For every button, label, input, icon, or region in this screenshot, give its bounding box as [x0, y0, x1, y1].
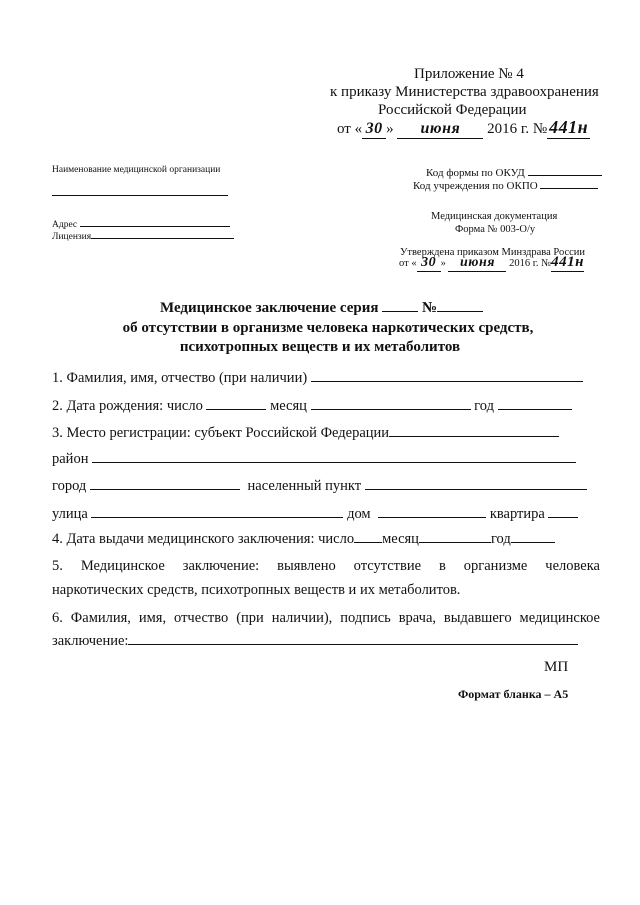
number-blank — [437, 310, 483, 312]
address-line — [80, 225, 230, 227]
city-line — [90, 488, 240, 490]
okud-field — [426, 167, 602, 179]
appendix-number-handwritten: 441н — [549, 117, 589, 137]
org-name-line — [52, 194, 228, 196]
birth-year-line — [498, 408, 572, 410]
issue-day-label: 4. Дата выдачи медицинского заключения: число — [52, 531, 355, 547]
title-series-label: Медицинское заключение серия — [160, 300, 379, 316]
issue-year-line — [511, 541, 555, 543]
license-label: Лицензия — [52, 232, 92, 242]
org-name-label: Наименование медицинской организации — [52, 165, 221, 175]
full-name-label: 1. Фамилия, имя, отчество (при наличии) — [52, 370, 308, 386]
settlement-line — [365, 488, 587, 490]
conclusion-word-6: в — [439, 558, 446, 574]
birth-month-label: месяц — [270, 398, 307, 414]
district-line — [92, 461, 576, 463]
address-field — [52, 220, 230, 230]
approved-quote-close: » — [440, 258, 446, 269]
okud-label: Код формы по ОКУД — [426, 167, 525, 179]
conclusion-word-3: заключение: — [182, 558, 260, 574]
doctor-signature-line — [128, 643, 578, 645]
conclusion-word-1: 5. — [52, 558, 63, 574]
field-street — [52, 506, 578, 523]
appendix-title: Приложение № 4 — [414, 66, 524, 82]
approved-number-handwritten: 441н — [551, 254, 584, 270]
birth-day-line — [206, 408, 266, 410]
doc-title-line2: об отсутствии в организме человека наркотических средств, — [122, 320, 534, 336]
form-number-label: Форма № 003-О/у — [455, 224, 536, 235]
conclusion-word-7: организме — [463, 558, 528, 574]
birth-month-line — [311, 408, 471, 410]
birth-year-label: год — [474, 398, 494, 414]
full-name-line — [311, 380, 583, 382]
approved-month-handwritten: июня — [448, 255, 506, 272]
series-blank — [382, 310, 418, 312]
appendix-federation-line: Российской Федерации — [378, 102, 527, 118]
appendix-year-text: 2016 г. № — [487, 121, 548, 137]
conclusion-word-2: Медицинское — [80, 558, 165, 574]
appendix-from-prefix: от « — [337, 121, 363, 137]
okpo-line — [540, 187, 598, 189]
settlement-label: населенный пункт — [247, 478, 362, 494]
field-birth-date — [52, 398, 572, 415]
license-field — [52, 232, 234, 242]
issue-day-line — [354, 541, 382, 543]
district-label: район — [52, 451, 89, 467]
field-doctor-line2 — [52, 633, 578, 650]
address-label: Адрес — [52, 220, 78, 230]
doctor-conclusion-label: заключение: — [52, 633, 129, 649]
apartment-line — [548, 516, 578, 518]
approved-label: Утверждена приказом Минздрава России — [400, 247, 586, 258]
field-conclusion-line1 — [52, 558, 600, 575]
title-number-sign: № — [421, 300, 438, 316]
license-line — [91, 237, 234, 239]
appendix-month-handwritten: июня — [397, 120, 483, 139]
city-label: город — [52, 478, 87, 494]
field-city — [52, 478, 587, 495]
issue-year-label: год — [490, 531, 511, 547]
conclusion-word-5: отсутствие — [353, 558, 422, 574]
issue-month-label: месяц — [382, 531, 419, 547]
field-doctor-line1: 6. Фамилия, имя, отчество (при наличии), подпись врача, выдавшего медицинское — [52, 610, 600, 626]
conclusion-word-8: человека — [545, 558, 600, 574]
format-label: Формат бланка – А5 — [458, 687, 569, 701]
approved-year-text: 2016 г. № — [509, 258, 552, 269]
street-label: улица — [52, 506, 88, 522]
appendix-order-line: к приказу Министерства здравоохранения — [330, 84, 599, 100]
appendix-quote-close: » — [386, 121, 394, 137]
okpo-label: Код учреждения по ОКПО — [413, 180, 538, 192]
registration-line — [389, 435, 559, 437]
doc-title-line1 — [160, 300, 483, 317]
house-line — [378, 516, 486, 518]
medical-doc-label: Медицинская документация — [431, 211, 558, 222]
registration-label: 3. Место регистрации: субъект Российской Федерации — [52, 425, 390, 441]
okpo-field — [413, 180, 598, 192]
appendix-day-handwritten: 30 — [362, 120, 386, 139]
approved-from-prefix: от « — [399, 258, 417, 269]
field-full-name — [52, 370, 583, 387]
apartment-label: квартира — [489, 506, 545, 522]
house-label: дом — [347, 506, 371, 522]
field-issue-date — [52, 531, 555, 548]
approved-day-handwritten: 30 — [417, 255, 441, 272]
doc-title-line3: психотропных веществ и их метаболитов — [179, 339, 461, 355]
okud-line — [528, 174, 602, 176]
approved-date-line — [399, 254, 584, 272]
appendix-date-line — [337, 117, 590, 139]
field-district — [52, 451, 576, 468]
stamp-label: МП — [544, 659, 569, 675]
field-registration — [52, 425, 559, 442]
street-line — [91, 516, 343, 518]
birth-day-label: 2. Дата рождения: число — [52, 398, 203, 414]
issue-month-line — [419, 541, 491, 543]
field-conclusion-line2: наркотических средств, психотропных веществ и их метаболитов. — [52, 582, 461, 598]
conclusion-word-4: выявлено — [277, 558, 336, 574]
